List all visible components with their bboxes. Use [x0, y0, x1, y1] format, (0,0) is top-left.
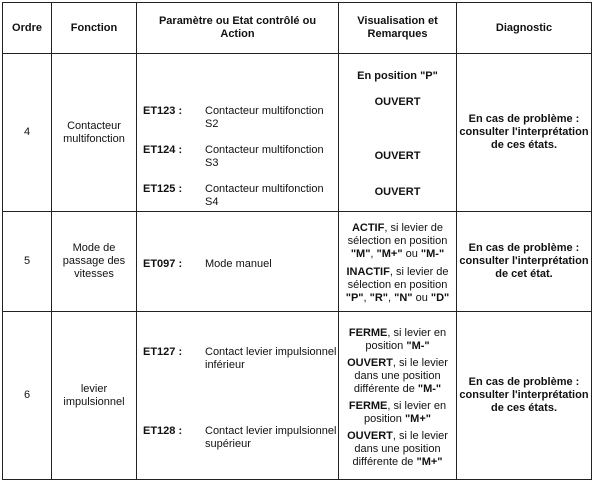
diagnostic-table [2, 2, 592, 480]
vis-ouvert-1: OUVERT, si le levier dans une position différente de "M-" [347, 356, 448, 395]
cell-fonction: levier impulsionnel [52, 312, 137, 480]
header-row [3, 3, 592, 54]
param-code: ET123 : [143, 105, 183, 117]
param-label: Mode manuel [205, 257, 272, 270]
vis-intro: En position "P" [357, 69, 438, 82]
param-code: ET124 : [143, 144, 183, 156]
vis-actif: ACTIF, si levier de sélection en position "M", "M+" ou "M-" [347, 222, 448, 260]
param-code: ET127 : [143, 345, 183, 358]
table-row [3, 312, 592, 480]
cell-ordre: 4 [3, 54, 52, 212]
header-visualisation: Visualisation et Remarques [339, 3, 457, 54]
cell-visualisation [339, 54, 457, 212]
vis-ferme-2: FERME, si levier en position "M+" [348, 399, 447, 425]
vis-inactif: INACTIF, si levier de sélection en position "P", "R", "N" ou "D" [345, 266, 450, 304]
param-item [137, 258, 338, 271]
cell-ordre: 5 [3, 212, 52, 312]
cell-diagnostic: En cas de problème : consulter l'interprétation de ces états. [457, 312, 592, 480]
cell-parametre [137, 312, 339, 480]
cell-parametre [137, 212, 339, 312]
vis-value: OUVERT [374, 185, 421, 198]
param-item [137, 105, 338, 131]
param-code: ET128 : [143, 424, 183, 437]
cell-diagnostic: En cas de problème : consulter l'interprétation de ces états. [457, 54, 592, 212]
param-code: ET097 : [143, 257, 183, 270]
param-item [137, 346, 338, 372]
param-label: Contact levier impulsionnel inférieur [205, 345, 337, 371]
header-fonction: Fonction [52, 3, 137, 54]
cell-visualisation [339, 312, 457, 480]
param-item [137, 425, 338, 451]
header-diagnostic: Diagnostic [457, 3, 592, 54]
cell-visualisation [339, 212, 457, 312]
cell-fonction: Contacteur multifonction [52, 54, 137, 212]
cell-ordre: 6 [3, 312, 52, 480]
param-code: ET125 : [143, 183, 183, 195]
cell-parametre [137, 54, 339, 212]
header-parametre: Paramètre ou Etat contrôlé ou Action [137, 3, 339, 54]
cell-fonction: Mode de passage des vitesses [52, 212, 137, 312]
table-row [3, 212, 592, 312]
vis-ferme-1: FERME, si levier en position "M-" [348, 326, 447, 352]
param-label: Contacteur multifonction S2 [205, 105, 324, 130]
param-item [137, 183, 338, 209]
param-label: Contacteur multifonction S4 [205, 183, 324, 208]
table-row [3, 54, 592, 212]
param-label: Contacteur multifonction S3 [205, 144, 324, 169]
header-ordre: Ordre [3, 3, 52, 54]
vis-value: OUVERT [374, 95, 421, 108]
param-item [137, 144, 338, 170]
param-label: Contact levier impulsionnel supérieur [205, 424, 337, 450]
vis-ouvert-2: OUVERT, si le levier dans une position différente de "M+" [347, 429, 448, 468]
cell-diagnostic: En cas de problème : consulter l'interprétation de cet état. [457, 212, 592, 312]
vis-value: OUVERT [374, 149, 421, 162]
